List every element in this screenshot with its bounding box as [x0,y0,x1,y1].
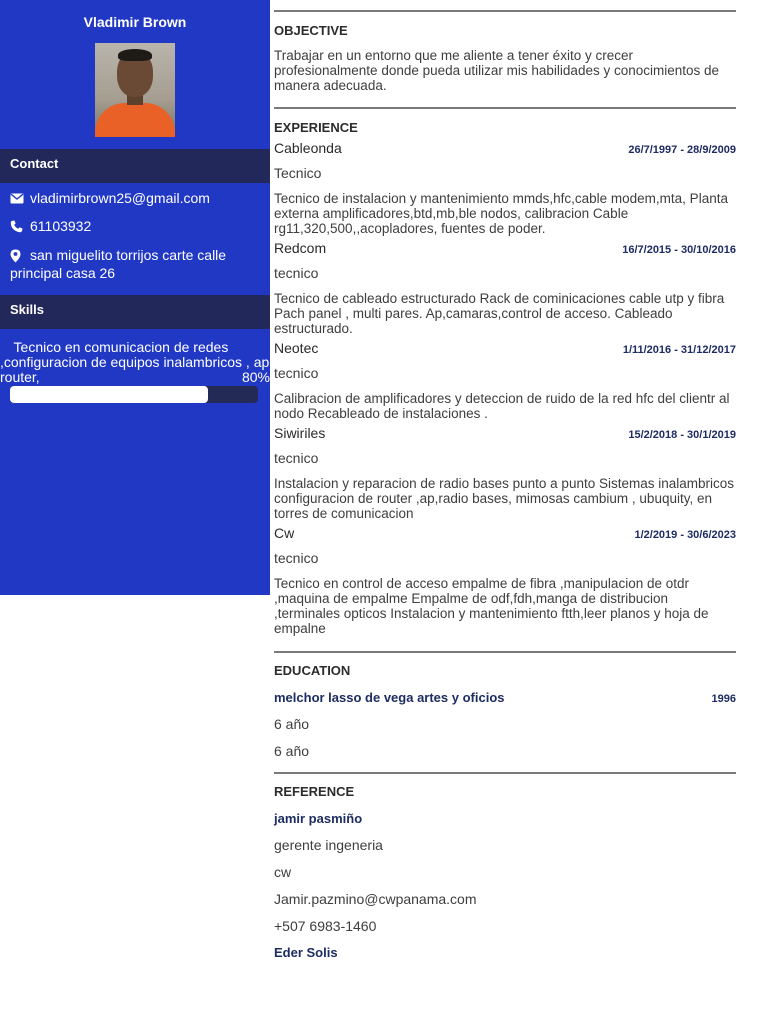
job-description: Tecnico en control de acceso empalme de fibra ,manipulacion de otdr ,maquina de empalme Empalme de odf,fdh,manga de distribucion ,terminales opticos Instalacion y mantenimiento ftth,leer planos y hoja de empalne [274,576,709,636]
experience-dates: 26/7/1997 - 28/9/2009 [628,144,736,156]
envelope-icon [10,191,30,207]
company-name: Neotec [274,340,319,356]
job-description: Instalacion y reparacion de radio bases punto a punto Sistemas inalambricos configuracion de router ,ap,radio bases, mimosas cambium , ubuquity, en torres de comunicacion [274,476,735,521]
education-item [274,690,736,705]
experience-item [274,339,736,424]
experience-dates: 15/2/2018 - 30/1/2019 [628,429,736,441]
sidebar [0,0,270,595]
experience-item [274,424,736,524]
school-name: melchor lasso de vega artes y oficios [274,690,505,705]
job-description: Tecnico de cableado estructurado Rack de cominicaciones cable utp y fibra Pach panel , multi pares. Ap,camaras,control de acceso. Cableado estructurado. [274,291,725,336]
address-line-1: san miguelito torrijos carte calle [30,247,227,263]
contact-email[interactable] [0,191,270,207]
contact-address [0,248,270,266]
reference-heading: REFERENCE [274,784,355,799]
phone-text: 61103932 [30,218,92,234]
skill-line-3: router, [0,370,40,385]
experience-item [274,239,736,339]
location-pin-icon [10,248,30,266]
objective-heading: OBJECTIVE [274,23,348,38]
job-title: tecnico [274,550,319,566]
company-name: Cw [274,525,295,541]
job-title: tecnico [274,365,319,381]
reference-name: Eder Solis [274,945,338,960]
experience-dates: 16/7/2015 - 30/10/2016 [622,244,736,256]
address-line-2: principal casa 26 [10,265,116,281]
skills-heading: Skills [0,295,270,329]
education-heading: EDUCATION [274,663,351,678]
job-title: Tecnico [274,165,322,181]
experience-item [274,139,736,239]
job-title: tecnico [274,450,319,466]
reference-company: cw [274,864,292,880]
education-year: 1996 [711,693,736,705]
skill-item [0,340,270,403]
main-content [274,0,736,960]
skill-line-2: ,configuracion de equipos inalambricos , ap [0,355,270,370]
profile-photo [95,43,175,137]
experience-dates: 1/2/2019 - 30/6/2023 [634,529,736,541]
experience-list [274,139,736,639]
profile-name: Vladimir Brown [83,14,187,30]
reference-role: gerente ingeneria [274,837,383,853]
job-description: Tecnico de instalacion y mantenimiento mmds,hfc,cable modem,mta, Planta externa amplificadores,btd,mb,ble nodos, calibracion Cable rg11,320,500,,acopladores, fuentes de poder. [274,191,728,236]
phone-icon [10,219,30,236]
reference-phone[interactable]: +507 6983-1460 [274,918,377,934]
company-name: Siwiriles [274,425,326,441]
email-text: vladimirbrown25@gmail.com [30,190,210,206]
company-name: Cableonda [274,140,342,156]
skill-progress-bar [10,386,258,403]
reference-name: jamir pasmiño [274,811,363,826]
job-description: Calibracion de amplificadores y deteccion de ruido de la red hfc del clientr al nodo Recableado de instalaciones . [274,391,730,421]
experience-heading: EXPERIENCE [274,120,358,135]
contact-heading: Contact [0,149,270,183]
job-title: tecnico [274,265,319,281]
skill-line-1: Tecnico en comunicacion de redes [6,340,229,355]
skill-progress-fill [10,386,208,403]
skill-percent: 80% [241,370,270,385]
company-name: Redcom [274,240,327,256]
reference-email[interactable]: Jamir.pazmino@cwpanama.com [274,891,477,907]
experience-item [274,524,736,639]
contact-phone[interactable] [0,219,270,236]
experience-dates: 1/11/2016 - 31/12/2017 [622,344,736,356]
objective-text: Trabajar en un entorno que me aliente a tener éxito y crecer profesionalmente donde pueda utilizar mis habilidades y conocimientos de manera adecuada. [274,48,720,93]
education-detail: 6 año [274,716,310,732]
education-detail: 6 año [274,743,310,759]
